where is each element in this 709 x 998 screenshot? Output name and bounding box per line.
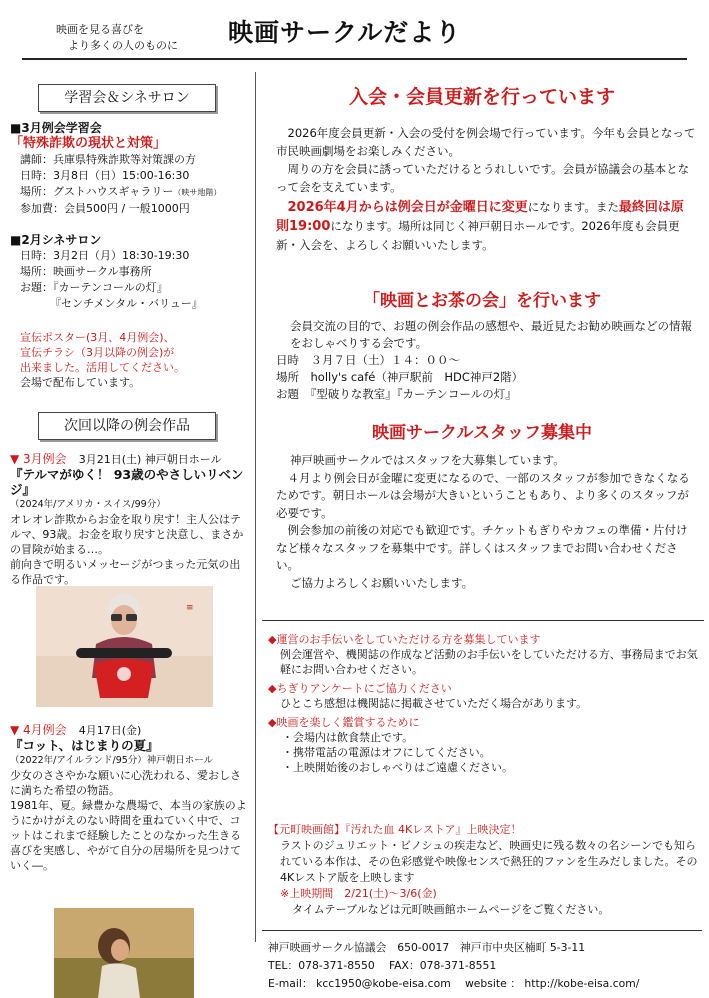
etiquette-item-2: ・携帯電話の電源はオフにしてください。	[282, 746, 491, 759]
membership-para-3	[276, 198, 696, 254]
motomachi-body: ラストのジュリエット・ビノシュの疾走など、映画史に残る数々の名シーンでも知られている本作は、その色彩感覚や映像センスで熱狂的ファンを生みだしました。その4Kレストア版を上映します	[280, 839, 698, 884]
tagline	[56, 22, 226, 54]
march-film-title: 『テルマがゆく！ 93歳のやさしいリベンジ』	[10, 467, 244, 497]
survey-notice-heading: ◆ちぎりアンケートにご協力ください	[268, 682, 452, 695]
study-meeting-date: 日時：3月8日（日）15:00-16:30	[20, 169, 190, 182]
footer-address: 神戸映画サークル協議会 650-0017 神戸市中央区楠町 5-3-11	[268, 941, 586, 954]
tagline-line-2: より多くの人のものに	[68, 39, 178, 52]
april-film-desc-1: 少女のささやかな願いに心洗われる、愛おしさに満ちた希望の物語。	[10, 769, 241, 797]
section-divider	[262, 620, 704, 621]
tea-party-place: 場所 holly's café（神戸駅前 HDC神戸2階）	[276, 370, 524, 384]
last-screening-time: 最終回は原則19:00	[276, 200, 684, 234]
staff-recruit-body	[276, 452, 696, 592]
poster-notice-line-2: 宣伝チラシ（3月以降の例会)が	[20, 346, 175, 359]
poster-notice	[20, 330, 250, 390]
column-divider	[255, 72, 256, 942]
membership-para-1: 2026年度会員更新・入会の受付を例会場で行っています。今年も会員となって市民映画劇場をお楽しみください。	[276, 126, 696, 158]
study-meeting-place-text: 場所：グストハウスギャラリー	[20, 185, 174, 198]
notices	[268, 632, 698, 775]
poster-notice-line-3: 出来ました。活用してください。	[20, 361, 185, 374]
membership-para-3b: になります。また	[527, 200, 619, 214]
april-film-still	[54, 908, 194, 998]
header-divider	[22, 58, 687, 60]
scooter-headlight	[117, 667, 131, 681]
march-film-meta: （2024年/アメリカ・スイス/99分）	[10, 499, 166, 510]
march-film-desc-2: 前向きで明るいメッセージがつまった元気の出る作品です。	[10, 558, 241, 586]
april-film-desc-2: 1981年、夏。緑豊かな農場で、本当の家族のようにかけがえのない時間を重ねていく中で、コットはこれまで経験したことのなかった生きる喜びを実感し、やがて自分の居場所を見つけていく―。	[10, 799, 247, 872]
scooter-handlebar	[76, 648, 172, 658]
march-screening-date: 3月21日(土) 神戸朝日ホール	[78, 453, 222, 466]
march-film-desc-1: オレオレ詐欺からお金を取り戻す！主人公はテルマ、93歳。お金を取り戻すと決意し、まさかの冒険が始まる…。	[10, 513, 244, 556]
staff-recruit-para-3: 例会参加の前後の対応でも歓迎です。チケットもぎりやカフェの準備・片付けなど様々なスタッフを募集中です。詳しくはスタッフまでお問い合わせください。	[276, 523, 688, 572]
membership-para-2: 周りの方を会員に誘っていただけるとうれしいです。会員が協議会の基本となって会を支えています。	[276, 162, 690, 194]
girl-dress	[98, 963, 140, 998]
study-meeting-place-note: （映サ地階）	[173, 188, 222, 197]
study-meeting-section	[10, 120, 250, 217]
membership-heading: 入会・会員更新を行っています	[348, 86, 615, 108]
sunglasses-right	[126, 614, 137, 621]
tagline-line-1: 映画を見る喜びを	[56, 23, 144, 36]
tea-party-date: 日時 ３月７日（土）１４：００～	[276, 353, 460, 367]
march-screening-label: ▼ 3月例会	[10, 452, 67, 466]
motomachi-period: ※上映期間 2/21(土)～3/6(金)	[280, 887, 437, 900]
tea-party-topic: お題 『型破りな教室』『カーテンコールの灯』	[276, 387, 517, 401]
study-meeting-heading: ■3月例会学習会	[10, 121, 102, 135]
etiquette-item-3: ・上映開始後のおしゃべりはご遠慮ください。	[282, 761, 513, 774]
footer-divider	[262, 930, 702, 931]
study-salon-heading: 学習会＆シネサロン	[38, 84, 216, 112]
april-screening	[10, 723, 250, 873]
motomachi-heading: 【元町映画館】『汚れた血 4Kレストア』上映決定！	[268, 823, 522, 836]
march-film-still	[36, 586, 213, 707]
etiquette-heading: ◆映画を楽しく鑑賞するために	[268, 716, 420, 729]
cine-salon-heading: ■2月シネサロン	[10, 233, 102, 247]
footer-phone: TEL：078-371-8550 FAX：078-371-8551	[268, 959, 497, 972]
motomachi-note: タイムテーブルなどは元町映画館ホームページをご覧ください。	[292, 903, 610, 916]
staff-recruit-para-4: ご協力よろしくお願いいたします。	[290, 575, 474, 590]
tea-party-body	[276, 318, 696, 403]
footer	[268, 939, 704, 993]
cine-salon-topic-2: 『センチメンタル・バリュー』	[50, 297, 203, 310]
staff-recruit-heading: 映画サークルスタッフ募集中	[372, 423, 592, 443]
membership-body	[276, 124, 696, 254]
footer-contact[interactable]: E-mail： kcc1950@kobe-eisa.com website ： http://kobe-eisa.com/	[268, 977, 640, 990]
april-film-meta: （2022年/アイルランド/95分）神戸朝日ホール	[10, 755, 214, 766]
tea-party-heading: 「映画とお茶の会」を行います	[363, 291, 601, 311]
cine-salon-date: 日時：3月2日（月）18:30-19:30	[20, 249, 190, 262]
april-screening-date: 4月17日(金)	[78, 724, 142, 737]
study-meeting-place	[10, 184, 250, 201]
study-meeting-title: 「特殊詐欺の現状と対策」	[10, 136, 167, 151]
cine-salon-place: 場所：映画サークル事務所	[20, 265, 152, 278]
volunteer-notice-body: 例会運営や、機関誌の作成など活動のお手伝いをしていただける方、事務局までお気軽にお問い合わせください。	[280, 648, 698, 676]
etiquette-item-1: ・会場内は飲食禁止です。	[282, 731, 414, 744]
upcoming-films-heading: 次回以降の例会作品	[38, 412, 216, 440]
study-meeting-fee: 参加費：会員500円 / 一般1000円	[20, 202, 190, 215]
sunglasses-left	[111, 614, 122, 621]
april-film-title: 『コット、はじまりの夏』	[10, 738, 159, 753]
cine-salon-section	[10, 232, 250, 312]
motomachi-cinema-notice	[268, 822, 698, 918]
poster-notice-line-1: 宣伝ポスター(3月、4月例会)、	[20, 331, 175, 344]
volunteer-notice-heading: ◆運営のお手伝いをしていただける方を募集しています	[268, 633, 541, 646]
april-screening-label: ▼ 4月例会	[10, 723, 67, 737]
april-screening-header	[10, 723, 250, 738]
tea-party-desc: 会員交流の目的で、お題の例会作品の感想や、最近見たお勧め映画などの情報をおしゃべりする会です。	[290, 319, 693, 350]
staff-recruit-para-1: 神戸映画サークルではスタッフを大募集しています。	[290, 453, 565, 467]
study-meeting-lecturer: 講師：兵庫県特殊詐欺等対策課の方	[20, 153, 196, 166]
page-title: 映画サークルだより	[228, 18, 462, 47]
membership-para-3d: になります。場所は同じく神戸朝日ホールです。2026年度も会員更新・入会を、よろしくお願いいたします。	[276, 219, 680, 252]
cine-salon-topic-1: お題：『カーテンコールの灯』	[20, 281, 168, 294]
motion-marks: ≡	[186, 603, 194, 613]
survey-notice-body: ひとこち感想は機関誌に掲載させていただく場合があります。	[280, 697, 588, 710]
staff-recruit-para-2: ４月より例会日が金曜に変更になるので、一部のスタッフが参加できなくなるためです。朝日ホールは会場が大きいということもあり、より多くのスタッフが必要です。	[276, 470, 690, 520]
march-screening-header	[10, 452, 250, 467]
schedule-change: 2026年4月からは例会日が金曜日に変更	[287, 200, 528, 215]
poster-notice-line-4: 会場で配布しています。	[20, 376, 141, 389]
march-screening	[10, 452, 250, 587]
girl-face	[111, 939, 129, 961]
